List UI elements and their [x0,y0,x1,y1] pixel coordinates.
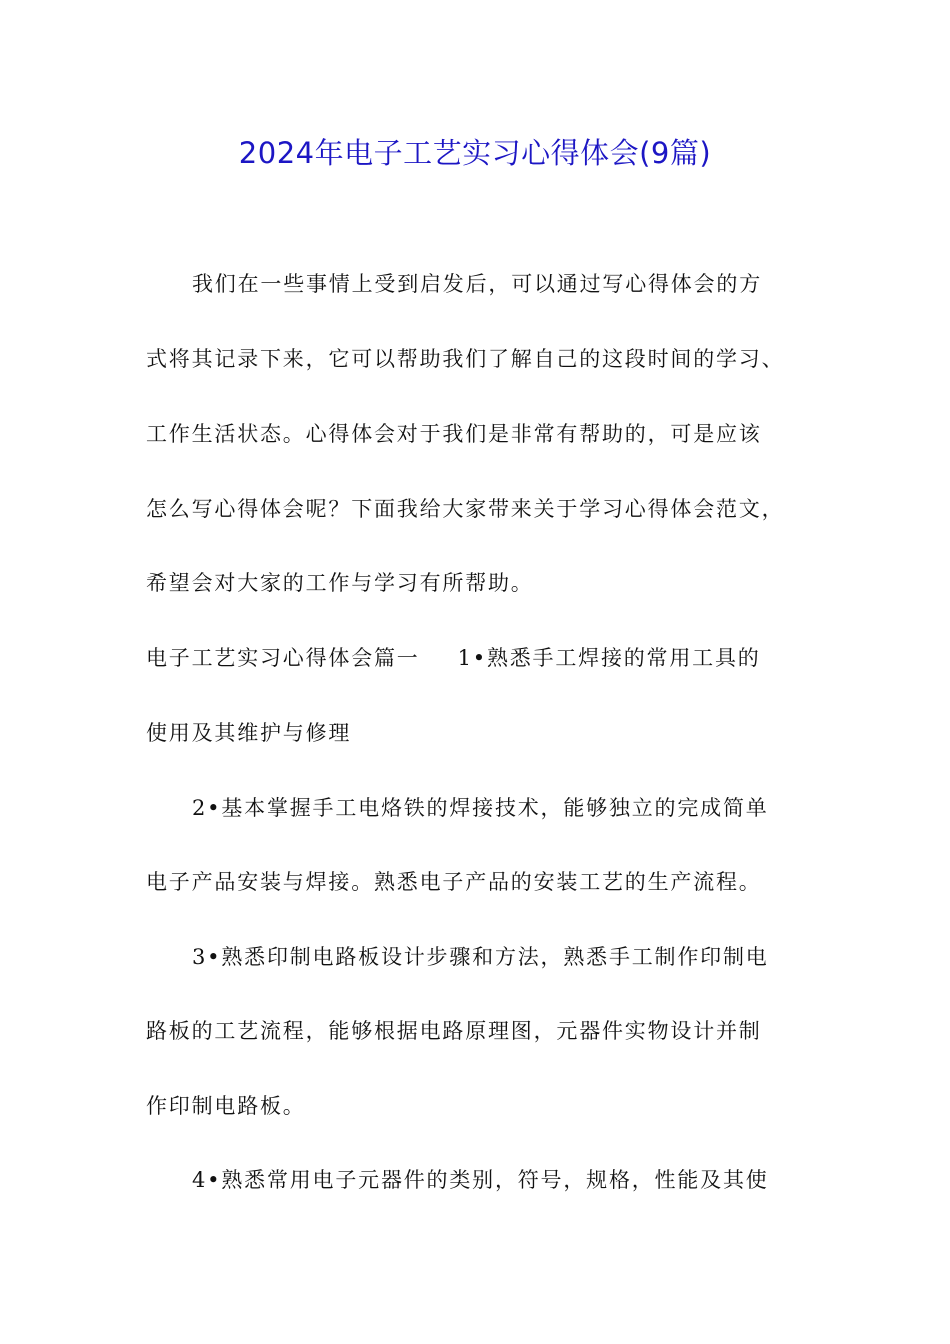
document-title: 2024年电子工艺实习心得体会(9篇) [238,136,712,170]
list-item-line: 作印制电路板。 [146,1094,306,1118]
section-heading: 电子工艺实习心得体会篇一 [146,646,420,670]
list-item-line: 使用及其维护与修理 [146,721,352,745]
paragraph-line: 我们在一些事情上受到启发后，可以通过写心得体会的方 [192,272,762,296]
section-heading-line [146,640,826,676]
list-item-text: 1•熟悉手工焊接的常用工具的 [457,646,761,670]
list-item-line: 4•熟悉常用电子元器件的类别，符号，规格，性能及其使 [192,1168,769,1192]
list-item-line: 路板的工艺流程，能够根据电路原理图，元器件实物设计并制 [146,1019,762,1043]
paragraph-line: 式将其记录下来，它可以帮助我们了解自己的这段时间的学习、 [146,347,785,371]
paragraph-line: 怎么写心得体会呢？下面我给大家带来关于学习心得体会范文， [146,497,785,521]
list-item-line: 3•熟悉印制电路板设计步骤和方法，熟悉手工制作印制电 [192,945,769,969]
paragraph-line: 工作生活状态。心得体会对于我们是非常有帮助的，可是应该 [146,422,762,446]
list-item-line: 2•基本掌握手工电烙铁的焊接技术，能够独立的完成简单 [192,796,769,820]
paragraph-line: 希望会对大家的工作与学习有所帮助。 [146,571,534,595]
list-item-line: 电子产品安装与焊接。熟悉电子产品的安装工艺的生产流程。 [146,870,762,894]
